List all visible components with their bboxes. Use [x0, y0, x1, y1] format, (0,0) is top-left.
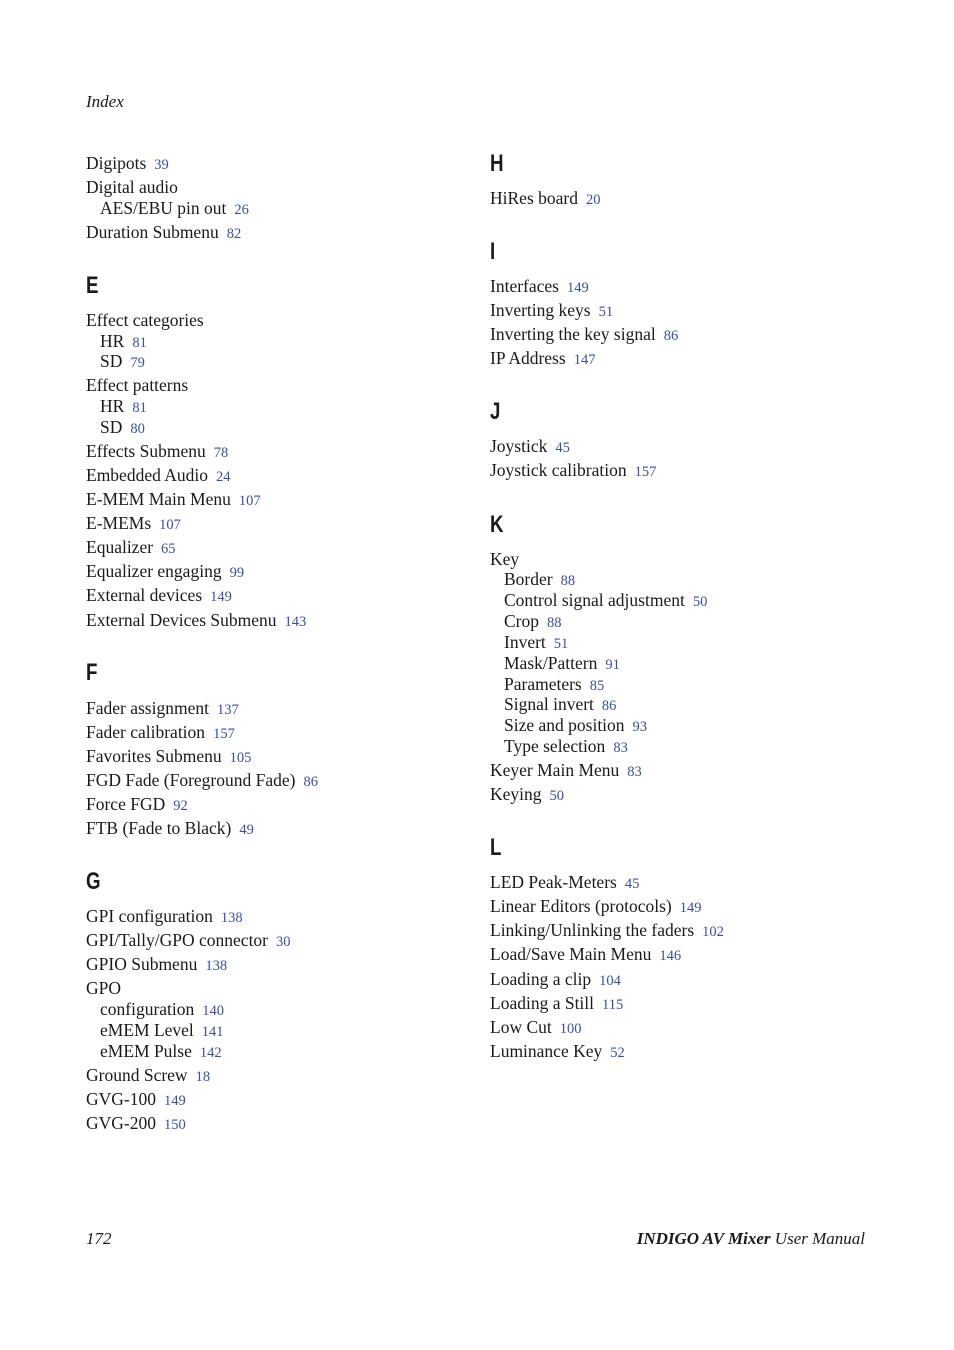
- index-entry: [86, 1112, 186, 1136]
- entry-term: HR: [100, 331, 125, 351]
- page-reference-link[interactable]: 157: [634, 464, 657, 480]
- index-entry: [86, 1088, 186, 1112]
- index-entry: [490, 759, 642, 783]
- entry-term: Force FGD: [86, 794, 166, 814]
- page-reference-link[interactable]: 93: [632, 719, 648, 735]
- entry-term: Equalizer engaging: [86, 561, 222, 581]
- entry-term: Keyer Main Menu: [490, 760, 620, 780]
- index-entry: [490, 1016, 582, 1040]
- index-entry: [86, 793, 188, 817]
- page-reference-link[interactable]: 149: [566, 280, 589, 296]
- index-entry: [490, 968, 621, 992]
- page-reference-link[interactable]: 81: [132, 335, 147, 351]
- entry-term: Joystick calibration: [490, 460, 627, 480]
- index-entry: [86, 953, 227, 977]
- page-reference-link[interactable]: 52: [610, 1045, 625, 1061]
- section-letter: L: [490, 834, 502, 861]
- page-reference-link[interactable]: 45: [624, 876, 640, 892]
- entry-term: Interfaces: [490, 276, 559, 296]
- entry-term: HR: [100, 396, 125, 416]
- index-entry: [86, 609, 306, 633]
- index-entry: [86, 152, 169, 176]
- entry-term: Luminance Key: [490, 1041, 603, 1061]
- entry-term: Embedded Audio: [86, 465, 208, 485]
- index-entry: [86, 221, 241, 245]
- entry-term: Border: [504, 569, 553, 589]
- index-entry: [86, 905, 243, 929]
- entry-term: E-MEM Main Menu: [86, 489, 231, 509]
- page-reference-link[interactable]: 51: [598, 304, 614, 320]
- index-subentry: [100, 350, 145, 374]
- index-entry: [86, 488, 261, 512]
- page-reference-link[interactable]: 105: [229, 750, 252, 766]
- index-entry: [86, 697, 239, 721]
- index-entry: [490, 992, 623, 1016]
- page-reference-link[interactable]: 86: [303, 774, 318, 790]
- entry-term: Digital audio: [86, 177, 178, 197]
- page-reference-link[interactable]: 147: [573, 352, 596, 368]
- entry-term: E-MEMs: [86, 513, 152, 533]
- page-reference-link[interactable]: 80: [130, 421, 145, 437]
- index-entry: [86, 721, 235, 745]
- index-entry: [490, 299, 613, 323]
- section-letter: J: [490, 398, 501, 425]
- page-reference-link[interactable]: 102: [702, 924, 724, 940]
- page-reference-link[interactable]: 149: [164, 1093, 186, 1109]
- entry-term: eMEM Level: [100, 1020, 194, 1040]
- index-entry: [490, 943, 681, 967]
- entry-term: Control signal adjustment: [504, 590, 685, 610]
- entry-term: Key: [490, 549, 520, 569]
- page-reference-link[interactable]: 26: [234, 202, 249, 218]
- page-reference-link[interactable]: 137: [216, 702, 239, 718]
- index-subentry: [504, 735, 628, 759]
- index-entry: [490, 1040, 625, 1064]
- entry-term: Parameters: [504, 674, 582, 694]
- entry-term: Loading a clip: [490, 969, 592, 989]
- page-reference-link[interactable]: 83: [613, 740, 628, 756]
- entry-term: Fader calibration: [86, 722, 206, 742]
- entry-term: Linking/Unlinking the faders: [490, 920, 695, 940]
- entry-term: AES/EBU pin out: [100, 198, 227, 218]
- entry-term: Invert: [504, 632, 546, 652]
- page-reference-link[interactable]: 86: [663, 328, 679, 344]
- page-reference-link[interactable]: 50: [549, 788, 565, 804]
- entry-term: Crop: [504, 611, 539, 631]
- entry-term: Digipots: [86, 153, 147, 173]
- index-entry: [86, 817, 254, 841]
- page-reference-link[interactable]: 92: [173, 798, 188, 814]
- page-reference-link[interactable]: 100: [559, 1021, 582, 1037]
- index-subentry: [100, 416, 145, 440]
- page-reference-link[interactable]: 107: [159, 517, 181, 533]
- page-reference-link[interactable]: 143: [284, 614, 307, 630]
- index-subentry: [100, 197, 249, 221]
- index-entry: [490, 783, 564, 807]
- index-entry: [86, 374, 188, 396]
- entry-term: GPI configuration: [86, 906, 213, 926]
- entry-term: Mask/Pattern: [504, 653, 598, 673]
- product-name: INDIGO AV Mixer: [636, 1229, 771, 1248]
- page-reference-link[interactable]: 24: [216, 469, 231, 485]
- entry-term: Effects Submenu: [86, 441, 206, 461]
- entry-term: External Devices Submenu: [86, 610, 277, 630]
- index-entry: [490, 459, 656, 483]
- page-reference-link[interactable]: 39: [154, 157, 169, 173]
- page-reference-link[interactable]: 65: [161, 541, 176, 557]
- entry-term: LED Peak-Meters: [490, 872, 617, 892]
- page-reference-link[interactable]: 83: [627, 764, 642, 780]
- entry-term: External devices: [86, 585, 203, 605]
- section-letter: G: [86, 868, 101, 895]
- page-reference-link[interactable]: 85: [589, 678, 605, 694]
- page-reference-link[interactable]: 107: [238, 493, 261, 509]
- index-entry: [490, 919, 724, 943]
- index-entry: [86, 929, 291, 953]
- index-entry: [86, 560, 244, 584]
- entry-term: Ground Screw: [86, 1065, 188, 1085]
- page-reference-link[interactable]: 91: [605, 657, 620, 673]
- entry-term: configuration: [100, 999, 195, 1019]
- index-entry: [86, 769, 318, 793]
- entry-term: SD: [100, 417, 123, 437]
- page-reference-link[interactable]: 149: [210, 589, 232, 605]
- entry-term: Keying: [490, 784, 542, 804]
- index-entry: [86, 1064, 210, 1088]
- section-letter: F: [86, 659, 98, 686]
- index-entry: [86, 977, 121, 999]
- index-entry: [490, 548, 519, 570]
- entry-term: Loading a Still: [490, 993, 595, 1013]
- page-reference-link[interactable]: 78: [213, 445, 229, 461]
- page-reference-link[interactable]: 50: [692, 594, 708, 610]
- entry-term: Signal invert: [504, 694, 594, 714]
- entry-term: FGD Fade (Foreground Fade): [86, 770, 296, 790]
- page-reference-link[interactable]: 138: [220, 910, 243, 926]
- entry-term: GPO: [86, 978, 122, 998]
- index-entry: [86, 745, 251, 769]
- entry-term: IP Address: [490, 348, 566, 368]
- page-reference-link[interactable]: 146: [659, 948, 682, 964]
- page-reference-link[interactable]: 141: [201, 1024, 224, 1040]
- page-reference-link[interactable]: 138: [205, 958, 228, 974]
- entry-term: Duration Submenu: [86, 222, 219, 242]
- entry-term: GPI/Tally/GPO connector: [86, 930, 269, 950]
- index-entry: [86, 584, 232, 608]
- entry-term: GVG-100: [86, 1089, 156, 1109]
- index-entry: [86, 464, 231, 488]
- index-entry: [86, 512, 181, 536]
- page-reference-link[interactable]: 86: [601, 698, 617, 714]
- page-reference-link[interactable]: 140: [202, 1003, 225, 1019]
- entry-term: SD: [100, 351, 123, 371]
- entry-term: Type selection: [504, 736, 606, 756]
- section-letter: I: [490, 238, 496, 265]
- entry-term: GPIO Submenu: [86, 954, 198, 974]
- entry-term: Size and position: [504, 715, 625, 735]
- page-reference-link[interactable]: 30: [276, 934, 291, 950]
- entry-term: Fader assignment: [86, 698, 209, 718]
- entry-term: Effect patterns: [86, 375, 189, 395]
- page-reference-link[interactable]: 79: [130, 355, 145, 371]
- page-reference-link[interactable]: 82: [226, 226, 242, 242]
- page-reference-link[interactable]: 157: [213, 726, 235, 742]
- entry-term: Favorites Submenu: [86, 746, 222, 766]
- section-letter: K: [490, 511, 504, 538]
- footer-title: [637, 1229, 865, 1249]
- index-entry: [86, 176, 178, 198]
- page-reference-link[interactable]: 149: [679, 900, 702, 916]
- page-number: 172: [86, 1229, 112, 1248]
- index-entry: [86, 309, 204, 331]
- index-entry: [490, 435, 570, 459]
- entry-term: Joystick: [490, 436, 548, 456]
- page-reference-link[interactable]: 20: [585, 192, 601, 208]
- index-entry: [86, 440, 228, 464]
- entry-term: eMEM Pulse: [100, 1041, 192, 1061]
- running-head: Index: [86, 92, 124, 111]
- index-entry: [86, 536, 176, 560]
- entry-term: Equalizer: [86, 537, 154, 557]
- page-reference-link[interactable]: 88: [547, 615, 562, 631]
- page-reference-link[interactable]: 49: [239, 822, 254, 838]
- index-subentry: [100, 1040, 222, 1064]
- entry-term: Inverting keys: [490, 300, 591, 320]
- entry-term: Low Cut: [490, 1017, 552, 1037]
- page-reference-link[interactable]: 104: [599, 973, 621, 989]
- entry-term: FTB (Fade to Black): [86, 818, 232, 838]
- page-reference-link[interactable]: 51: [553, 636, 569, 652]
- entry-term: Linear Editors (protocols): [490, 896, 672, 916]
- index-entry: [490, 895, 702, 919]
- index-entry: [490, 275, 589, 299]
- entry-term: Inverting the key signal: [490, 324, 656, 344]
- entry-term: Effect categories: [86, 310, 204, 330]
- page-reference-link[interactable]: 115: [602, 997, 624, 1013]
- page-reference-link[interactable]: 150: [164, 1117, 186, 1133]
- index-entry: [490, 347, 595, 371]
- page-reference-link[interactable]: 142: [199, 1045, 222, 1061]
- page-reference-link[interactable]: 81: [132, 400, 147, 416]
- section-letter: E: [86, 272, 99, 299]
- index-entry: [490, 187, 600, 211]
- manual-suffix: User Manual: [770, 1229, 865, 1248]
- page-reference-link[interactable]: 18: [195, 1069, 211, 1085]
- entry-term: Load/Save Main Menu: [490, 944, 652, 964]
- page-reference-link[interactable]: 88: [560, 573, 576, 589]
- index-entry: [490, 871, 639, 895]
- index-entry: [490, 323, 678, 347]
- section-letter: H: [490, 150, 504, 177]
- page-reference-link[interactable]: 45: [555, 440, 570, 456]
- entry-term: HiRes board: [490, 188, 578, 208]
- page-reference-link[interactable]: 99: [229, 565, 245, 581]
- entry-term: GVG-200: [86, 1113, 156, 1133]
